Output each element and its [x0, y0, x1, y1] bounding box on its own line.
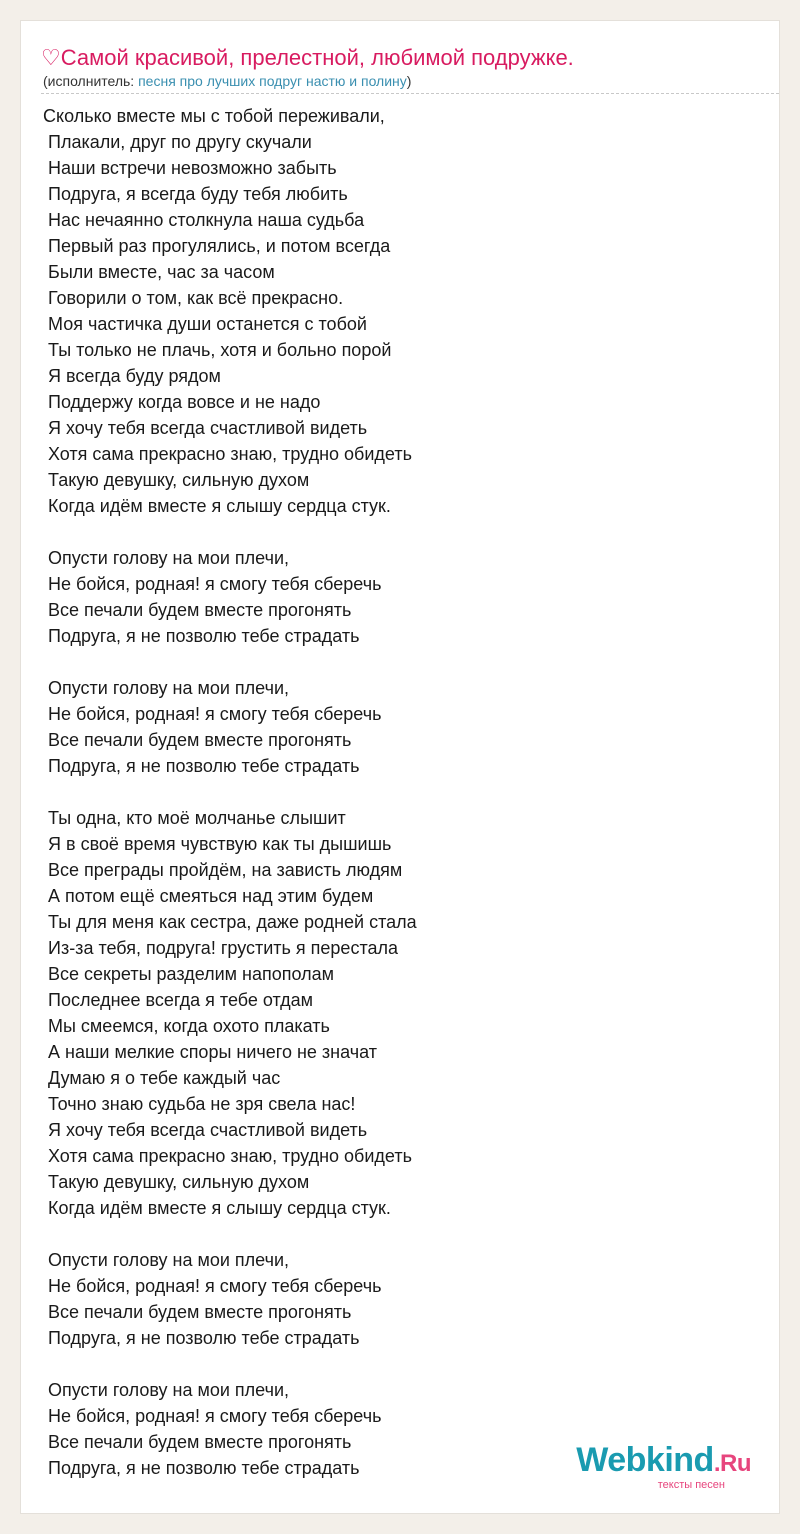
stanza-1 [43, 103, 417, 519]
lyric-line: Мы смеемся, когда охото плакать [43, 1016, 330, 1036]
lyric-line: Плакали, друг по другу скучали [43, 132, 312, 152]
lyric-line: Подруга, я всегда буду тебя любить [43, 184, 348, 204]
lyric-line: Подруга, я не позволю тебе страдать [43, 1458, 360, 1478]
lyric-line: Все секреты разделим напополам [43, 964, 334, 984]
lyric-line: Все печали будем вместе прогонять [43, 1302, 352, 1322]
lyric-line: Такую девушку, сильную духом [43, 1172, 310, 1192]
webkind-logo[interactable] [576, 1443, 751, 1491]
artist-link[interactable]: песня про лучших подруг настю и полину [138, 73, 407, 89]
lyric-line: Опусти голову на мои плечи, [43, 548, 290, 568]
lyric-line: Все преграды пройдём, на зависть людям [43, 860, 403, 880]
stanza-2 [43, 545, 417, 649]
lyric-line: Поддержу когда вовсе и не надо [43, 392, 321, 412]
lyric-line: Опусти голову на мои плечи, [43, 1380, 290, 1400]
lyric-line: Хотя сама прекрасно знаю, трудно обидеть [43, 1146, 412, 1166]
logo-tagline: тексты песен [657, 1479, 725, 1491]
lyric-line: Из-за тебя, подруга! грустить я перестала [43, 938, 399, 958]
lyric-line: Не бойся, родная! я смогу тебя сберечь [43, 1406, 382, 1426]
lyric-line: Опусти голову на мои плечи, [43, 678, 290, 698]
lyric-line: Были вместе, час за часом [43, 262, 275, 282]
lyric-line: Ты для меня как сестра, даже родней стала [43, 912, 417, 932]
lyric-line: Наши встречи невозможно забыть [43, 158, 337, 178]
lyric-line: Сколько вместе мы с тобой переживали, [43, 106, 385, 126]
lyric-line: Не бойся, родная! я смогу тебя сберечь [43, 574, 382, 594]
lyric-line: Ты одна, кто моё молчанье слышит [43, 808, 346, 828]
lyric-line: Не бойся, родная! я смогу тебя сберечь [43, 704, 382, 724]
stanza-6 [43, 1377, 417, 1481]
lyric-line: Я хочу тебя всегда счастливой видеть [43, 1120, 368, 1140]
lyric-line: Когда идём вместе я слышу сердца стук. [43, 1198, 391, 1218]
lyric-line: А потом ещё смеяться над этим будем [43, 886, 374, 906]
lyric-line: Такую девушку, сильную духом [43, 470, 310, 490]
lyric-line: Первый раз прогулялись, и потом всегда [43, 236, 391, 256]
stanza-4 [43, 805, 417, 1221]
lyric-line: Когда идём вместе я слышу сердца стук. [43, 496, 391, 516]
logo-wordmark [576, 1443, 751, 1481]
lyric-line: Все печали будем вместе прогонять [43, 1432, 352, 1452]
divider [41, 93, 779, 94]
lyric-line: Подруга, я не позволю тебе страдать [43, 626, 360, 646]
lyric-line: Я в своё время чувствую как ты дышишь [43, 834, 392, 854]
lyric-line: Подруга, я не позволю тебе страдать [43, 1328, 360, 1348]
song-title: ♡Самой красивой, прелестной, любимой подружке. [41, 45, 574, 70]
lyric-line: Думаю я о тебе каждый час [43, 1068, 281, 1088]
lyric-line: А наши мелкие споры ничего не значат [43, 1042, 377, 1062]
lyric-line: Все печали будем вместе прогонять [43, 730, 352, 750]
stanza-3 [43, 675, 417, 779]
lyric-line: Я хочу тебя всегда счастливой видеть [43, 418, 368, 438]
lyrics-text [43, 103, 417, 1507]
lyrics-card [20, 20, 780, 1514]
logo-word: Webkind [576, 1441, 714, 1479]
artist-line [43, 73, 411, 89]
lyric-line: Нас нечаянно столкнула наша судьба [43, 210, 365, 230]
lyric-line: Хотя сама прекрасно знаю, трудно обидеть [43, 444, 412, 464]
lyric-line: Все печали будем вместе прогонять [43, 600, 352, 620]
lyric-line: Подруга, я не позволю тебе страдать [43, 756, 360, 776]
lyric-line: Не бойся, родная! я смогу тебя сберечь [43, 1276, 382, 1296]
lyric-line: Последнее всегда я тебе отдам [43, 990, 314, 1010]
stanza-5 [43, 1247, 417, 1351]
lyric-line: Говорили о том, как всё прекрасно. [43, 288, 344, 308]
lyric-line: Моя частичка души останется с тобой [43, 314, 367, 334]
lyric-line: Точно знаю судьба не зря свела нас! [43, 1094, 356, 1114]
artist-prefix: (исполнитель: [43, 73, 139, 89]
lyric-line: Ты только не плачь, хотя и больно порой [43, 340, 392, 360]
logo-ru: .Ru [713, 1450, 751, 1477]
lyric-line: Опусти голову на мои плечи, [43, 1250, 290, 1270]
lyric-line: Я всегда буду рядом [43, 366, 221, 386]
artist-suffix: ) [406, 73, 412, 89]
